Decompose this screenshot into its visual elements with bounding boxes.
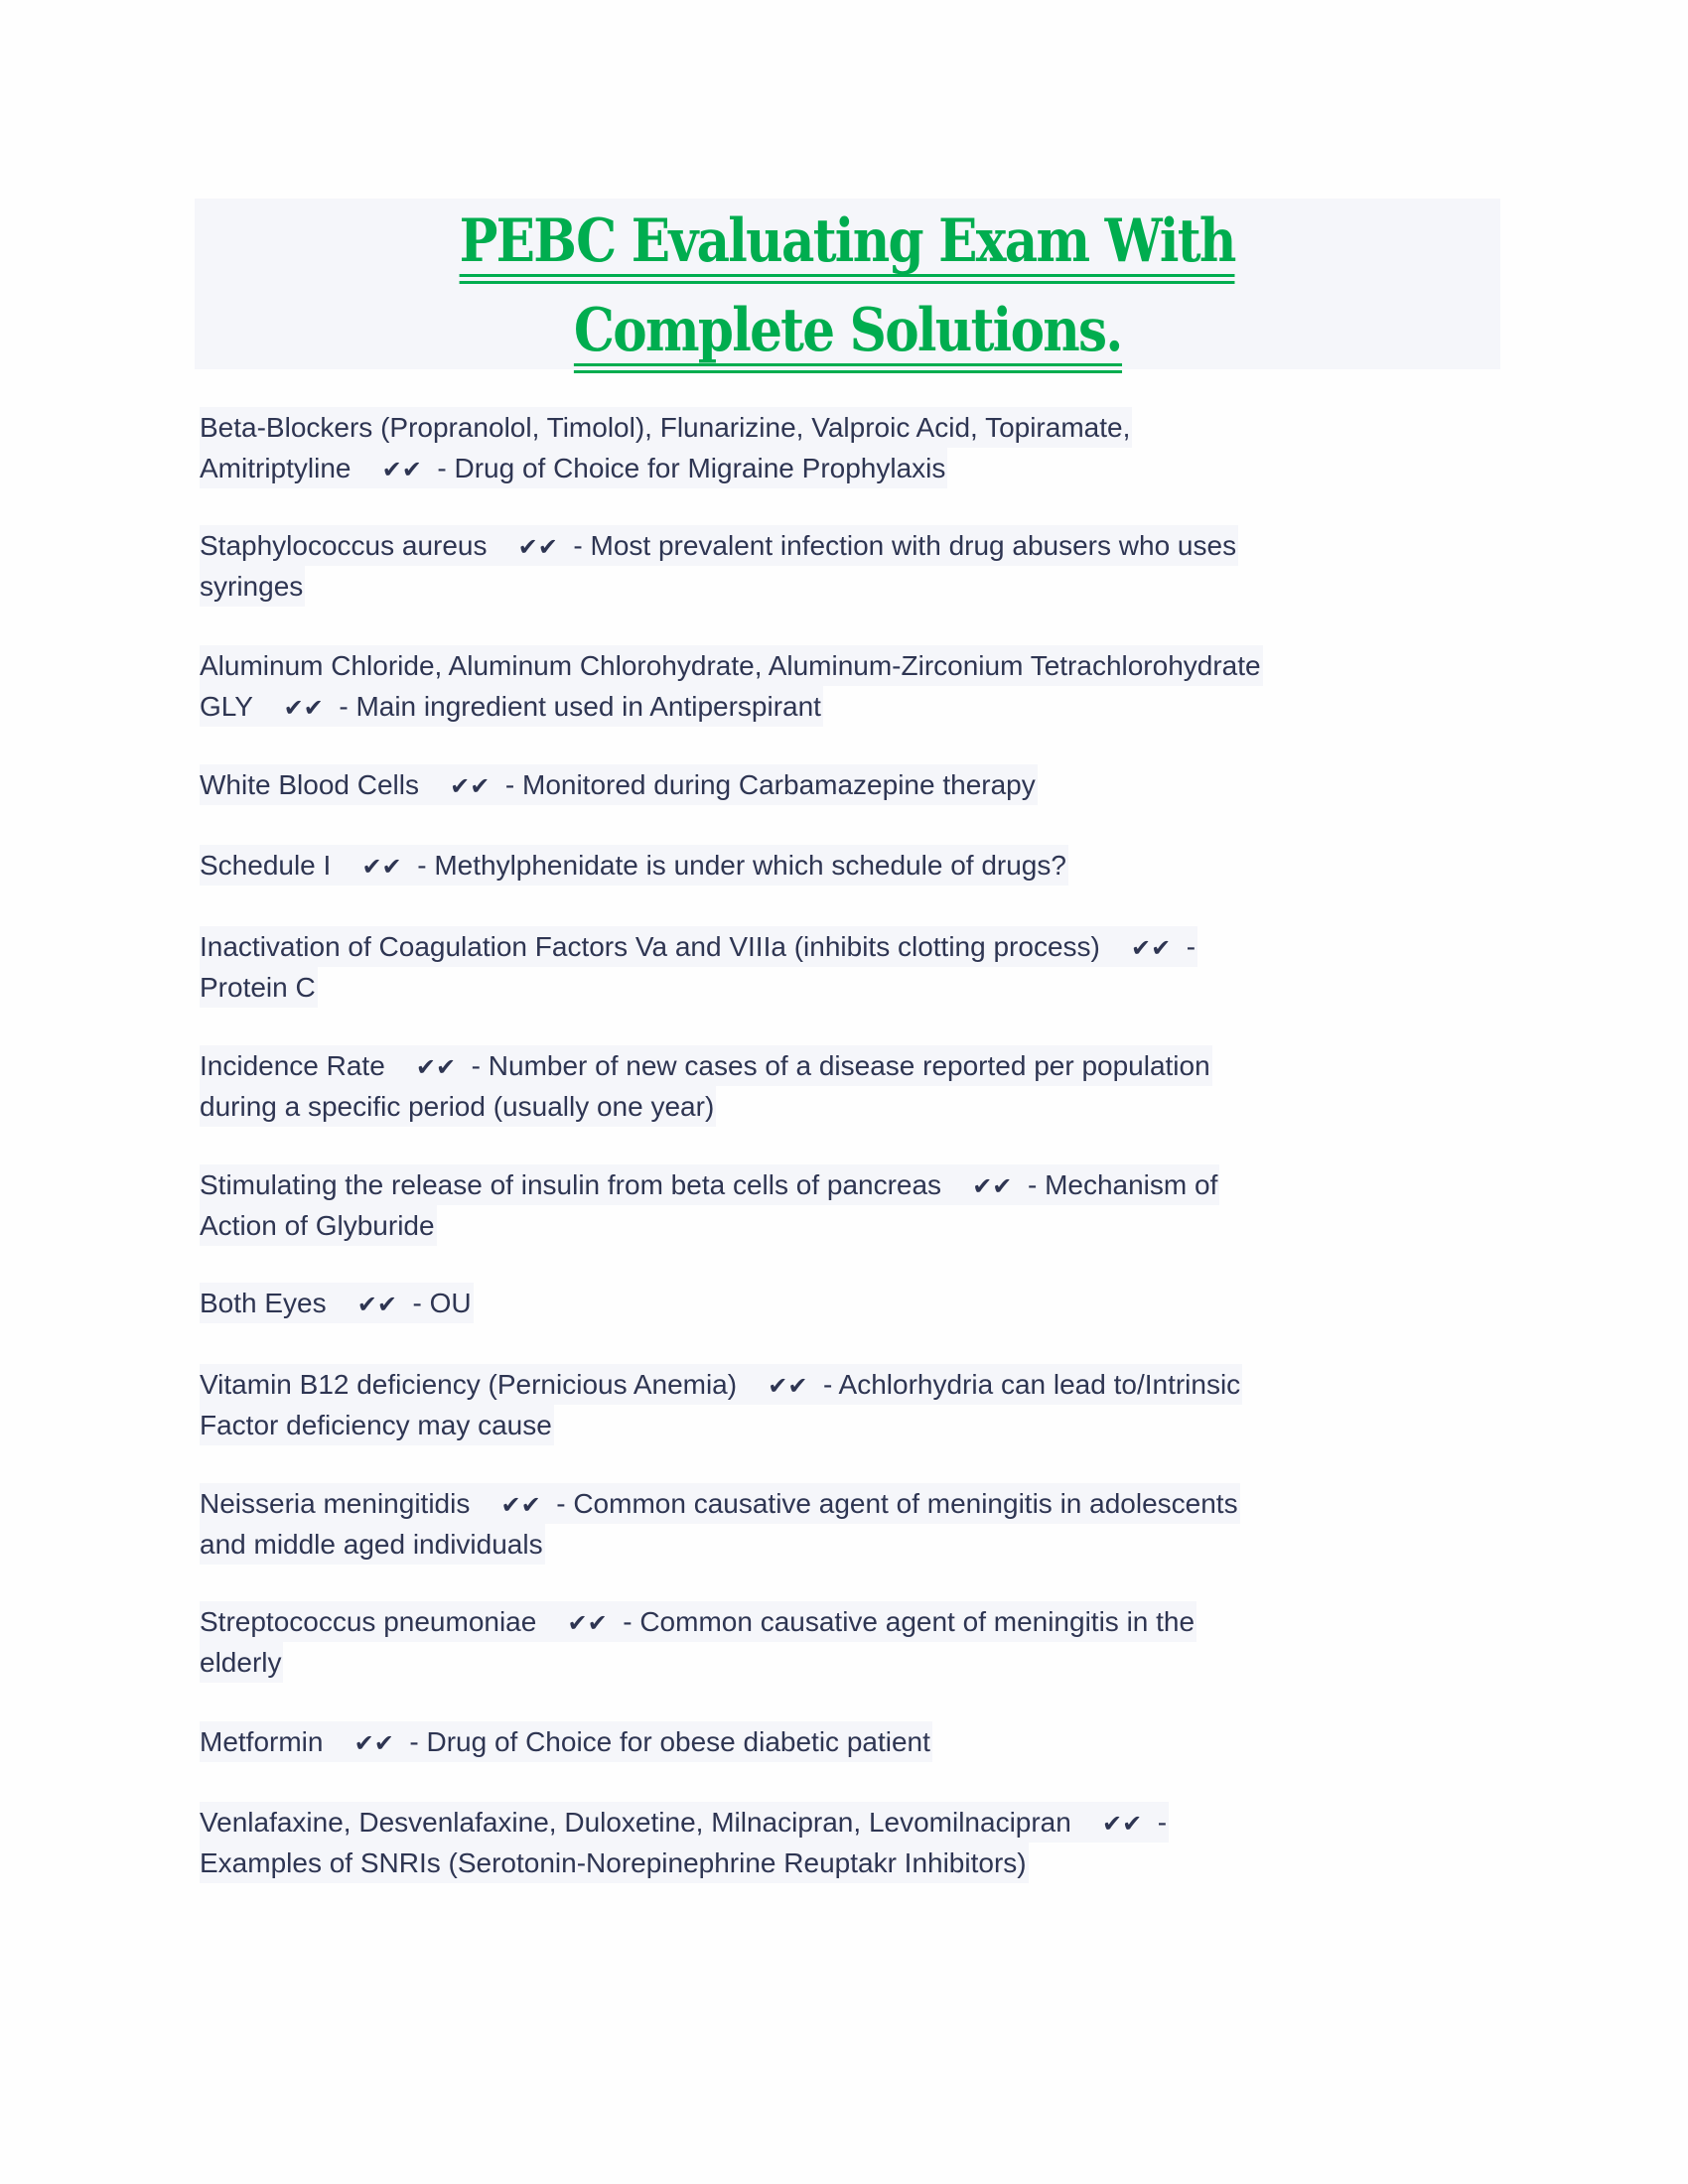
question-term: GLY [200,691,284,722]
qa-text: and middle aged individuals [200,1529,543,1560]
qa-line-highlight [200,1483,1240,1524]
qa-line [200,1405,1242,1445]
answer-text: - Common causative agent of meningitis in adolescents [540,1488,1238,1519]
qa-line [200,1086,1212,1127]
answer-text: - Monitored during Carbamazepine therapy [490,769,1036,800]
answer-text: - Drug of Choice for obese diabetic patient [393,1726,930,1757]
answer-text: - Most prevalent infection with drug abusers who uses [557,530,1237,561]
qa-line [200,1721,932,1762]
qa-line-highlight [200,566,305,607]
qa-line-highlight [200,1283,474,1323]
qa-text: syringes [200,571,304,602]
qa-line-highlight [200,1086,716,1127]
qa-item [200,407,1132,488]
double-check-icon: ✔✔ [283,694,324,722]
question-term: Staphylococcus aureus [200,530,518,561]
double-check-icon: ✔✔ [972,1172,1013,1200]
double-check-icon: ✔✔ [353,1729,394,1757]
answer-text: - OU [396,1288,472,1318]
qa-line-highlight [200,1721,932,1762]
title-line-1 [195,206,1500,276]
qa-text: Aluminum Chloride, Aluminum Chlorohydrate, Aluminum-Zirconium Tetrachlorohydrate [200,650,1261,681]
question-term: Neisseria meningitidis [200,1488,501,1519]
double-check-icon: ✔✔ [567,1609,608,1637]
question-term: Amitriptyline [200,453,382,483]
double-check-icon: ✔✔ [361,853,402,881]
qa-line [200,407,1132,448]
answer-text: - Main ingredient used in Antiperspirant [323,691,821,722]
qa-line-highlight [200,1843,1029,1883]
qa-item [200,645,1263,727]
qa-line [200,967,1197,1008]
double-check-icon: ✔✔ [517,533,558,561]
double-check-icon: ✔✔ [415,1053,457,1081]
title-line-2 [195,296,1500,365]
answer-text: - Mechanism of [1012,1169,1218,1200]
qa-text: Beta-Blockers (Propranolol, Timolol), Flunarizine, Valproic Acid, Topiramate, [200,412,1131,443]
double-check-icon: ✔✔ [450,772,491,800]
qa-line-highlight [200,525,1238,566]
qa-line-highlight [200,1601,1196,1642]
qa-line-highlight [200,1364,1242,1405]
question-term: Metformin [200,1726,354,1757]
qa-line [200,1045,1212,1086]
qa-line [200,1843,1169,1883]
qa-line-highlight [200,926,1197,967]
qa-line [200,1524,1240,1565]
qa-line [200,566,1238,607]
double-check-icon: ✔✔ [500,1491,541,1519]
qa-item [200,845,1068,886]
answer-text: - Drug of Choice for Migraine Prophylaxis [421,453,946,483]
qa-item [200,1283,474,1323]
double-check-icon: ✔✔ [381,456,422,483]
question-term: Both Eyes [200,1288,357,1318]
qa-text: Action of Glyburide [200,1210,435,1241]
qa-item [200,926,1197,1008]
question-term: Vitamin B12 deficiency (Pernicious Anemia) [200,1369,769,1400]
double-check-icon: ✔✔ [356,1291,397,1318]
qa-text: during a specific period (usually one year) [200,1091,715,1122]
qa-text: Protein C [200,972,316,1003]
qa-item [200,764,1038,805]
double-check-icon: ✔✔ [768,1372,808,1400]
qa-item [200,1364,1242,1445]
qa-line [200,525,1238,566]
qa-line-highlight [200,645,1263,686]
title-text-1: PEBC Evaluating Exam With [459,206,1236,276]
qa-line [200,448,1132,488]
qa-line-highlight [200,764,1038,805]
double-check-icon: ✔✔ [1130,934,1172,962]
question-term: Venlafaxine, Desvenlafaxine, Duloxetine, Milnacipran, Levomilnacipran [200,1807,1102,1838]
qa-item [200,1164,1219,1246]
title-banner [195,199,1500,369]
question-term: Schedule I [200,850,362,881]
qa-line [200,686,1263,727]
qa-item [200,525,1238,607]
qa-line-highlight [200,1642,283,1683]
question-term: Incidence Rate [200,1050,416,1081]
qa-line-highlight [200,686,823,727]
qa-line-highlight [200,845,1068,886]
qa-line-highlight [200,448,947,488]
qa-text: elderly [200,1647,282,1678]
qa-line-highlight [200,1524,545,1565]
qa-line [200,764,1038,805]
qa-line-highlight [200,1045,1212,1086]
title-text-2: Complete Solutions. [573,296,1122,365]
answer-text: - Common causative agent of meningitis in the [607,1606,1196,1637]
qa-line [200,1642,1196,1683]
qa-line [200,1283,474,1323]
answer-text: - [1171,931,1196,962]
qa-item [200,1802,1169,1883]
qa-line-highlight [200,1405,554,1445]
question-term: White Blood Cells [200,769,451,800]
qa-line [200,1164,1219,1205]
question-term: Streptococcus pneumoniae [200,1606,568,1637]
answer-text: - [1142,1807,1168,1838]
qa-text: Factor deficiency may cause [200,1410,552,1440]
answer-text: - Achlorhydria can lead to/Intrinsic [807,1369,1241,1400]
qa-item [200,1045,1212,1127]
qa-text: Examples of SNRIs (Serotonin-Norepinephrine Reuptakr Inhibitors) [200,1847,1027,1878]
qa-item [200,1483,1240,1565]
question-term: Stimulating the release of insulin from beta cells of pancreas [200,1169,973,1200]
qa-item [200,1721,932,1762]
qa-item [200,1601,1196,1683]
answer-text: - Methylphenidate is under which schedule of drugs? [401,850,1066,881]
qa-line [200,645,1263,686]
qa-line-highlight [200,1205,437,1246]
qa-line-highlight [200,967,318,1008]
qa-line [200,845,1068,886]
question-term: Inactivation of Coagulation Factors Va and VIIIa (inhibits clotting process) [200,931,1131,962]
answer-text: - Number of new cases of a disease reported per population [456,1050,1210,1081]
qa-line [200,1802,1169,1843]
qa-line-highlight [200,407,1132,448]
qa-line-highlight [200,1802,1169,1843]
qa-line [200,1483,1240,1524]
qa-line [200,1364,1242,1405]
qa-line [200,1205,1219,1246]
qa-line-highlight [200,1164,1219,1205]
qa-line [200,1601,1196,1642]
double-check-icon: ✔✔ [1101,1810,1143,1838]
qa-line [200,926,1197,967]
